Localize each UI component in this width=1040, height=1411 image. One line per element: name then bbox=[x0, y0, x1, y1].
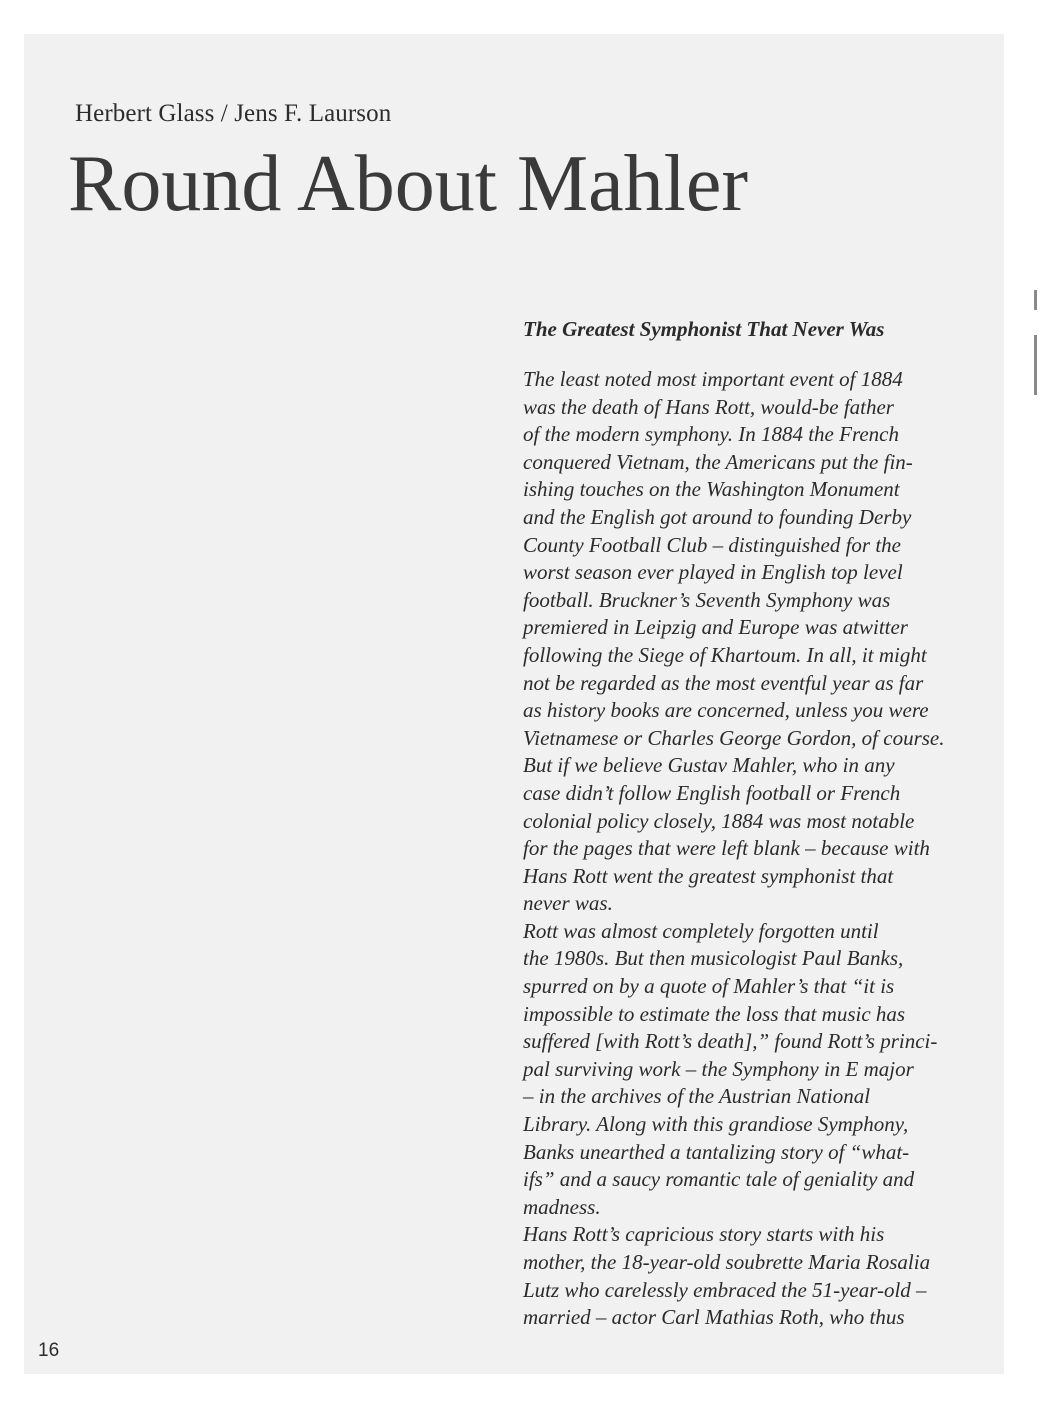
author-line: Herbert Glass / Jens F. Laurson bbox=[75, 100, 392, 127]
article-line: ishing touches on the Washington Monument bbox=[523, 477, 900, 502]
article-line: Lutz who carelessly embraced the 51-year-old – bbox=[523, 1277, 927, 1302]
article-line: was the death of Hans Rott, would-be father bbox=[523, 394, 894, 419]
article-line: But if we believe Gustav Mahler, who in any bbox=[523, 753, 895, 778]
article-line: not be regarded as the most eventful year as far bbox=[523, 670, 924, 695]
article-line: of the modern symphony. In 1884 the French bbox=[523, 422, 899, 447]
article-line: pal surviving work – the Symphony in E major bbox=[523, 1056, 914, 1081]
article-line: for the pages that were left blank – because with bbox=[523, 836, 930, 861]
article-title: Round About Mahler bbox=[68, 140, 748, 228]
article-line: and the English got around to founding Derby bbox=[523, 504, 912, 529]
article-line: premiered in Leipzig and Europe was atwitter bbox=[523, 615, 908, 640]
article-line: worst season ever played in English top level bbox=[523, 560, 903, 585]
article-line: – in the archives of the Austrian National bbox=[523, 1084, 871, 1109]
page-edge-mark bbox=[1034, 335, 1037, 395]
article-line: Banks unearthed a tantalizing story of “what- bbox=[523, 1139, 910, 1164]
page-edge-mark bbox=[1034, 290, 1037, 310]
article-line: Vietnamese or Charles George Gordon, of course. bbox=[523, 725, 945, 750]
article-line: Hans Rott’s capricious story starts with his bbox=[523, 1222, 885, 1247]
article-line: County Football Club – distinguished for the bbox=[523, 532, 901, 557]
article-line: impossible to estimate the loss that music has bbox=[523, 1001, 906, 1026]
article-column bbox=[523, 314, 973, 1332]
article-line: ifs” and a saucy romantic tale of geniality and bbox=[523, 1167, 915, 1192]
article-line: The least noted most important event of 1884 bbox=[523, 367, 903, 391]
article-line: never was. bbox=[523, 891, 613, 916]
article-line: conquered Vietnam, the Americans put the fin- bbox=[523, 449, 913, 474]
page-number: 16 bbox=[38, 1340, 60, 1361]
article-line: football. Bruckner’s Seventh Symphony was bbox=[523, 587, 891, 612]
article-line: madness. bbox=[523, 1194, 601, 1219]
article-line: colonial policy closely, 1884 was most notable bbox=[523, 808, 915, 833]
article-body bbox=[523, 366, 973, 1332]
article-line: Rott was almost completely forgotten until bbox=[523, 918, 879, 943]
article-line: the 1980s. But then musicologist Paul Banks, bbox=[523, 946, 904, 971]
article-line: case didn’t follow English football or French bbox=[523, 780, 901, 805]
article-line: following the Siege of Khartoum. In all, it might bbox=[523, 642, 927, 667]
article-line: as history books are concerned, unless you were bbox=[523, 698, 929, 723]
article-line: Hans Rott went the greatest symphonist that bbox=[523, 863, 894, 888]
article-line: suffered [with Rott’s death],” found Rott’s princi- bbox=[523, 1029, 938, 1054]
article-subtitle: The Greatest Symphonist That Never Was bbox=[523, 317, 885, 341]
article-line: Library. Along with this grandiose Symphony, bbox=[523, 1112, 909, 1137]
article-line: mother, the 18-year-old soubrette Maria Rosalia bbox=[523, 1250, 931, 1274]
article-line: married – actor Carl Mathias Roth, who thus bbox=[523, 1305, 905, 1330]
article-line: spurred on by a quote of Mahler’s that “it is bbox=[523, 974, 895, 999]
